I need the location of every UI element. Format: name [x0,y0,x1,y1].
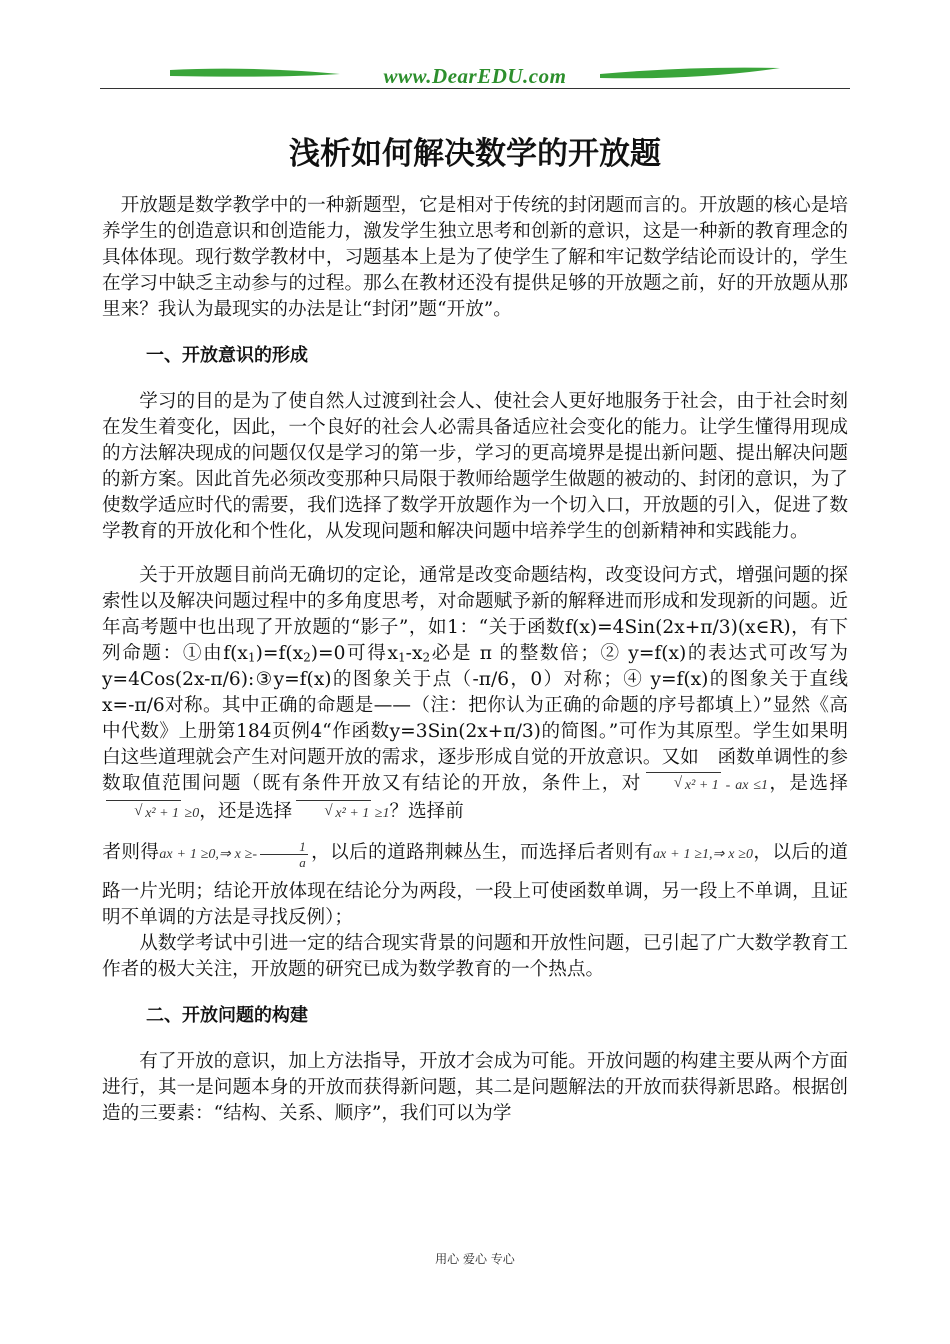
document-title: 浅析如何解决数学的开放题 [289,136,661,172]
answer-blank: —— [373,695,411,716]
formula-sqrt-2: √ x² + 1 ≥0 [102,806,199,821]
formula-sqrt-3: √ x² + 1 ≥1 [292,806,389,821]
section1-paragraph-3: 从数学考试中引进一定的结合现实背景的问题和开放性问题，已引起了广大数学教育工作者的极大关注，开放题的研究已成为数学教育的一个热点。 [102,933,848,980]
formula-sqrt-1: √ x² + 1 - ax ≤1 [642,778,768,793]
document-body [102,193,848,1127]
section1-paragraph-1: 学习的目的是为了使自然人过渡到社会人、使社会人更好地服务于社会，由于社会时刻在发生着变化，因此，一个良好的社会人必需具备适应社会变化的能力。让学生懂得用现成的方法解决现成的问题仅仅是学习的第一步，学习的更高境界是提出新问题、提出解决问题的新方案。因此首先必须改变那种只局限于教师给题学生做题的被动的、封闭的意识，为了使数学适应时代的需要，我们选择了数学开放题作为一个切入口，开放题的引入，促进了数学教育的开放化和个性化，从发现问题和解决问题中培养学生的创新精神和实践能力。 [102,391,848,542]
site-header-banner [100,58,850,92]
formula-inequality-1: ax + 1 ≥0,⇒ x ≥- $\frac{1}{a}$ [159,839,306,871]
section-heading-2: 二、开放问题的构建 [146,1005,308,1026]
page-footer: 用心 爱心 专心 [435,1252,515,1266]
intro-paragraph: 开放题是数学教学中的一种新题型，它是相对于传统的封闭题而言的。开放题的核心是培养学生的创造意识和创造能力，激发学生独立思考和创新的意识，这是一种新的教育理念的具体体现。现行数学教材中，习题基本上是为了使学生了解和牢记数学结论而设计的，学生在学习中缺乏主动参与的过程。那么在教材还没有提供足够的开放题之前，好的开放题从那里来？我认为最现实的办法是让“封闭”题“开放”。 [102,195,848,320]
section2-paragraph-1: 有了开放的意识，加上方法指导，开放才会成为可能。开放问题的构建主要从两个方面进行，其一是问题本身的开放而获得新问题，其二是问题解法的开放而获得新思路。根据创造的三要素：“结构、关系、顺序”，我们可以为学 [102,1051,848,1124]
formula-inequality-2: ax + 1 ≥1,⇒ x ≥0 [653,847,753,862]
site-url-logo: www.DearEDU.com [383,64,567,88]
section-heading-1: 一、开放意识的形成 [146,345,308,366]
section1-paragraph-2: 关于开放题目前尚无确切的定论，通常是改变命题结构，改变设问方式，增强问题的探索性以及解决问题过程中的多角度思考，对命题赋予新的解释进而形成和发现新的问题。近年高考题中也出现了开放题的“影子”，如1：“关于函数f(x)=4Sin(2x+π/3)(x∈R)，有下列命题：①由$f(x_1)=f(x_2)=0$可得$x_1-x_2$必是 π 的整数倍；② y=f(x)的表达式可改写为 y=4Cos(2x-π/6):③y=f(x)的图象关于点（-π/6，0）对称；④ y=f(x)的图象关于直线 x=-π/6对称。其中正确的命题是——（注：把你认为正确的命题的序号都填上）”显然《高中代数》上册第184页例4“作函数y=3Sin(2x+π/3)的简图。”可作为其原型。学生如果明白这些道理就会产生对问题开放的需求，逐步形成自觉的开放意识。又如 函数单调性的参数取值范围问题（既有条件开放又有结论的开放，条件上，对√ x² + 1 - ax ≤1，是选择√ x² + 1 ≥0，还是选择√ x² + 1 ≥1？选择前 者则得ax + 1 ≥0,⇒ x ≥- $\frac{1}{a}$ ，以后的道路荆棘丛生，而选择后者则有ax + 1 ≥1,⇒ x ≥0，以后的道路一片光明；结论开放体现在结论分为两段，一段上可使函数单调，另一段上不单调，且证明不单调的方法是寻找反例）； [102,563,848,931]
header-divider [100,88,850,89]
